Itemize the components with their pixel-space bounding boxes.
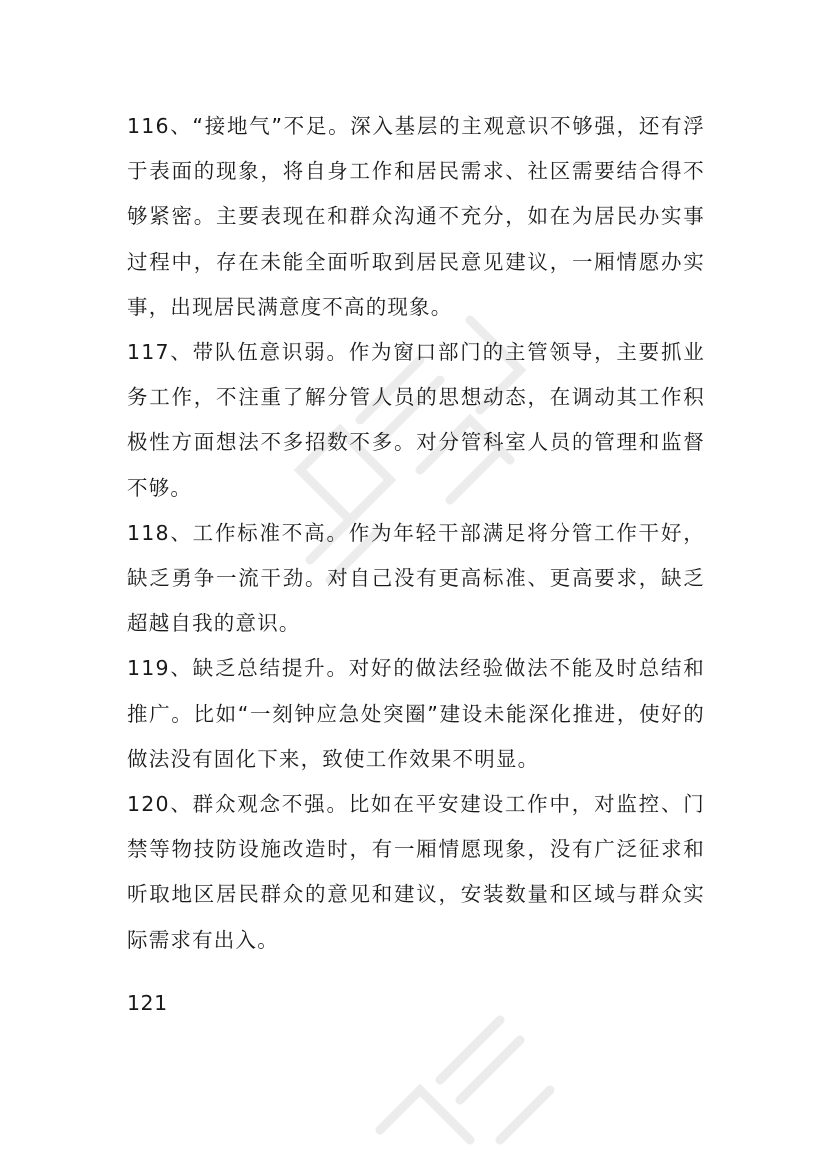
item-text: 、“接地气”不足。深入基层的主观意识不够强，还有浮于表面的现象，将自身工作和居民需求、社区需要结合得不够紧密。主要表现在和群众沟通不充分，如在为居民办实事过程中，存在未能全面听取到居民意见建议，一厢情愿办实事，出现居民满意度不高的现象。 (127, 114, 705, 319)
paragraph-117 (127, 330, 705, 511)
document-body (127, 104, 705, 1026)
paragraph-119 (127, 646, 705, 782)
item-text: 、群众观念不强。比如在平安建设工作中，对监控、门禁等物技防设施改造时，有一厢情愿现象，没有广泛征求和听取地区居民群众的意见和建议，安装数量和区域与群众实际需求有出入。 (127, 792, 705, 952)
paragraph-116 (127, 104, 705, 330)
item-number: 118 (127, 520, 170, 545)
paragraph-120 (127, 782, 705, 963)
paragraph-118 (127, 511, 705, 647)
item-number: 117 (127, 340, 170, 365)
item-number: 119 (127, 656, 170, 681)
item-number: 120 (127, 792, 170, 817)
watermark-stamp-lower (380, 1020, 550, 1140)
item-number: 116 (127, 114, 170, 138)
item-text: 、工作标准不高。作为年轻干部满足将分管工作干好，缺乏勇争一流干劲。对自己没有更高标准、更高要求，缺乏超越自我的意识。 (127, 520, 705, 636)
paragraph-121-number: 121 (127, 990, 168, 1015)
item-text: 、带队伍意识弱。作为窗口部门的主管领导，主要抓业务工作，不注重了解分管人员的思想动态，在调动其工作积极性方面想法不多招数不多。对分管科室人员的管理和监督不够。 (127, 340, 705, 500)
item-text: 、缺乏总结提升。对好的做法经验做法不能及时总结和推广。比如“一刻钟应急处突圈”建设未能深化推进，使好的做法没有固化下来，致使工作效果不明显。 (127, 656, 705, 771)
